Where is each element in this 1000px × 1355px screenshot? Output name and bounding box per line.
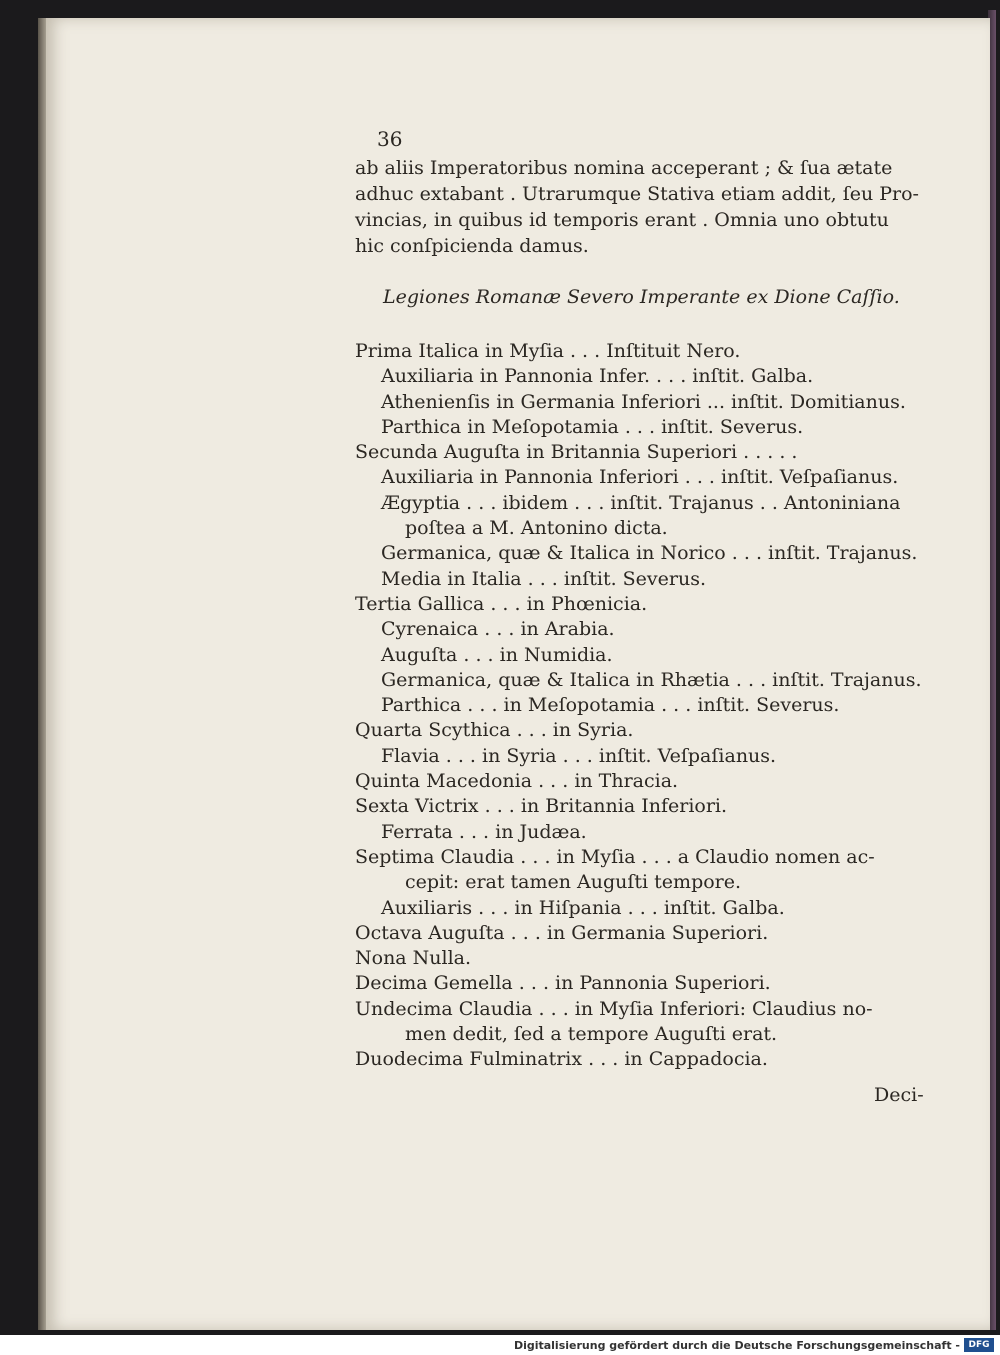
catchword: Deci-	[874, 1084, 924, 1106]
legion-entry: Auguſta . . . in Numidia.	[381, 643, 613, 666]
legion-entry: Germanica, quæ & Italica in Rhætia . . . inſtit. Trajanus.	[381, 668, 922, 691]
legion-entry: Flavia . . . in Syria . . . inſtit. Veſpaſianus.	[381, 744, 777, 767]
page-number: 36	[377, 127, 403, 151]
legion-entry: Sexta Victrix . . . in Britannia Inferiori.	[355, 795, 728, 818]
footer-credit: Digitalisierung gefördert durch die Deutsche Forschungsgemeinschaft -	[513, 1339, 960, 1352]
legion-entry: Octava Auguſta . . . in Germania Superiori.	[355, 921, 769, 944]
legion-entry: Undecima Claudia . . . in Myſia Inferiori: Claudius no-	[355, 997, 873, 1020]
legion-entry: Parthica in Meſopotamia . . . inſtit. Severus.	[381, 415, 804, 438]
footer-bar	[0, 1335, 1000, 1355]
legion-entry: Septima Claudia . . . in Myſia . . . a Claudio nomen ac-	[355, 845, 875, 868]
legion-entry: Auxiliaria in Pannonia Infer. . . . inſtit. Galba.	[381, 365, 814, 388]
legion-entry: Ferrata . . . in Judæa.	[381, 820, 587, 843]
legion-entry: Nona Nulla.	[355, 947, 472, 970]
intro-line: vincias, in quibus id temporis erant . Omnia uno obtutu	[355, 209, 889, 231]
legion-entry: Germanica, quæ & Italica in Norico . . . inſtit. Trajanus.	[381, 542, 918, 565]
legion-entry: Cyrenaica . . . in Arabia.	[381, 618, 615, 641]
intro-paragraph	[355, 155, 955, 259]
legion-entry: Ægyptia . . . ibidem . . . inſtit. Trajanus . . Antoniniana	[381, 491, 901, 514]
intro-line: hic conſpicienda damus.	[355, 235, 589, 257]
legion-entry: Athenienſis in Germania Inferiori ... inſtit. Domitianus.	[381, 390, 906, 413]
legion-list	[355, 338, 922, 1072]
section-heading: Legiones Romanæ Severo Imperante ex Dione Caſſio.	[383, 286, 900, 308]
legion-entry: Auxiliaris . . . in Hiſpania . . . inſtit. Galba.	[381, 896, 785, 919]
legion-entry: Parthica . . . in Meſopotamia . . . inſtit. Severus.	[381, 694, 840, 717]
legion-entry: cepit: erat tamen Auguſti tempore.	[405, 871, 742, 894]
intro-line: ab aliis Imperatoribus nomina acceperant ; & ſua ætate	[355, 157, 893, 179]
legion-entry: Secunda Auguſta in Britannia Superiori . . . . .	[355, 441, 798, 464]
intro-line: adhuc extabant . Utrarumque Stativa etiam addit, ſeu Pro-	[355, 183, 919, 205]
legion-entry: Media in Italia . . . inſtit. Severus.	[381, 567, 707, 590]
legion-entry: Decima Gemella . . . in Pannonia Superiori.	[355, 972, 771, 995]
legion-entry: Tertia Gallica . . . in Phœnicia.	[355, 592, 648, 615]
legion-entry: Quinta Macedonia . . . in Thracia.	[355, 770, 679, 793]
legion-entry: Prima Italica in Myſia . . . Inſtituit Nero.	[355, 340, 741, 362]
legion-entry: Duodecima Fulminatrix . . . in Cappadocia.	[355, 1048, 768, 1071]
dfg-logo-icon: DFG	[964, 1338, 994, 1352]
legion-entry: men dedit, ſed a tempore Auguſti erat.	[405, 1023, 778, 1046]
legion-entry: poſtea a M. Antonino dicta.	[405, 517, 668, 540]
legion-entry: Auxiliaria in Pannonia Inferiori . . . inſtit. Veſpaſianus.	[381, 466, 899, 489]
legion-entry: Quarta Scythica . . . in Syria.	[355, 719, 634, 742]
